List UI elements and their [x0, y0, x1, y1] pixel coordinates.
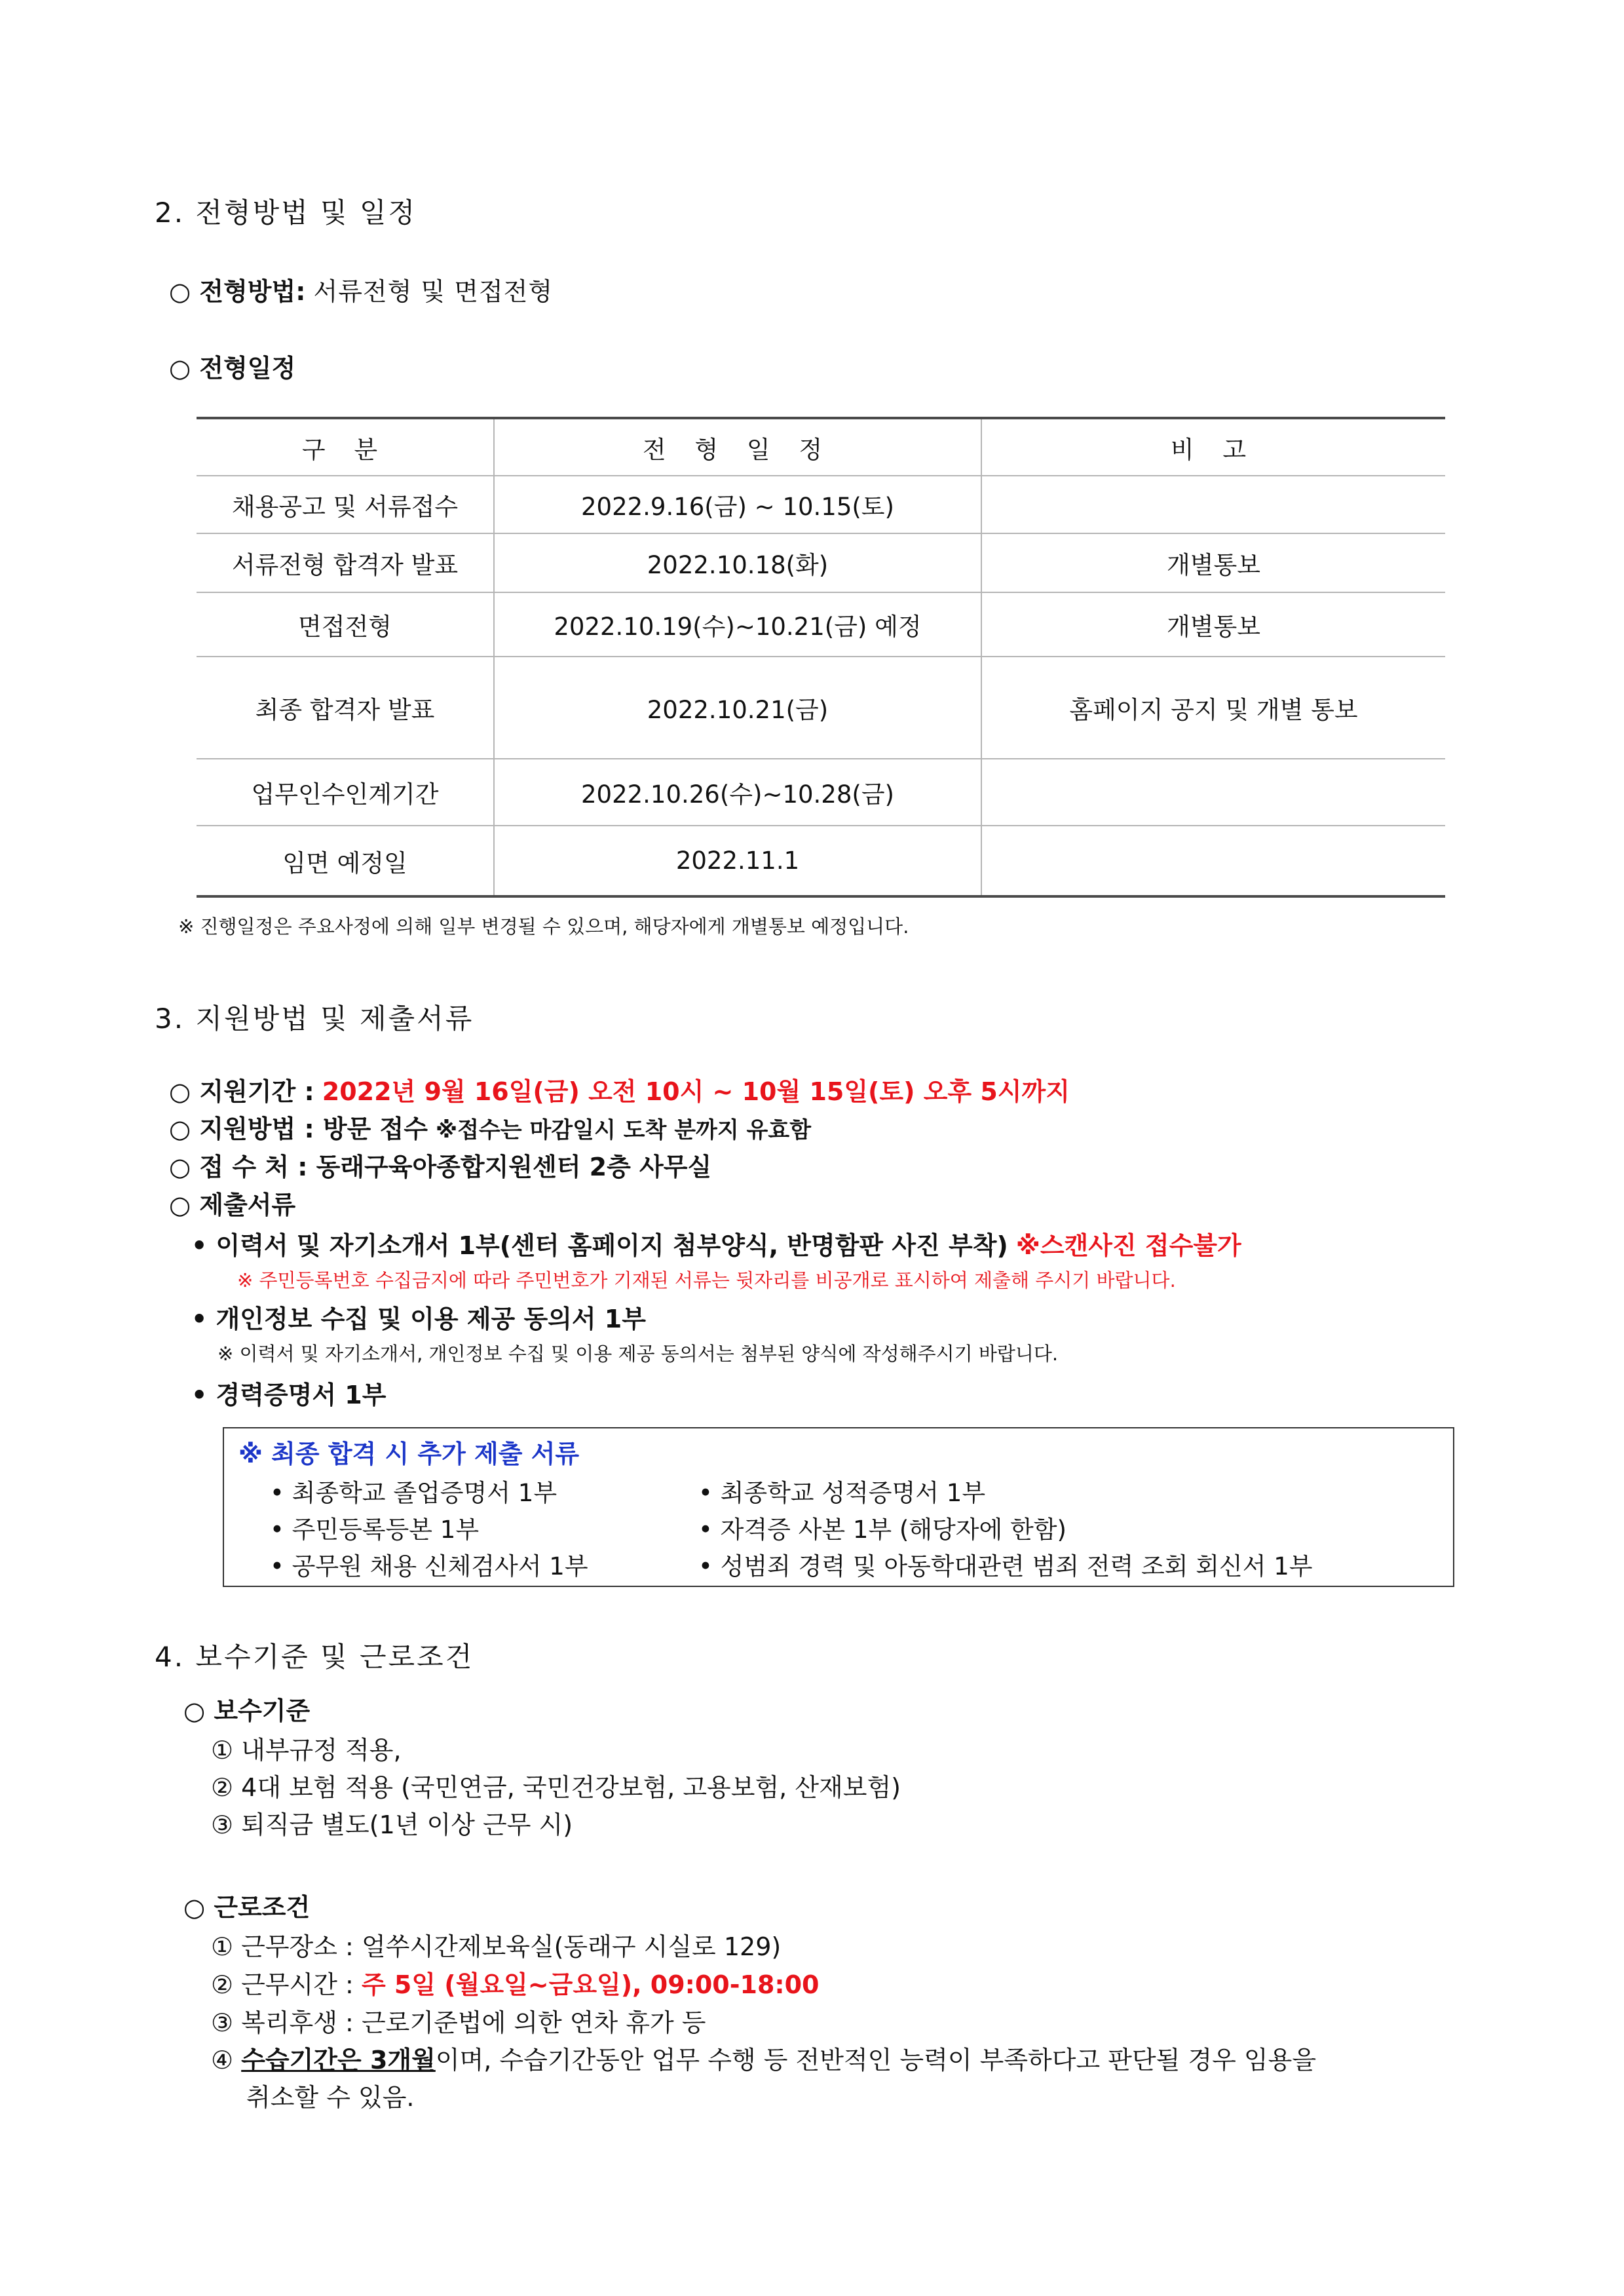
list-item: • 자격증 사본 1부 (해당자에 한함) — [698, 1516, 1067, 1544]
table-cell — [981, 476, 1445, 533]
additional-documents-box — [223, 1427, 1454, 1587]
section-2-title: 2. 전형방법 및 일정 — [155, 197, 417, 229]
application-method — [169, 1109, 811, 1145]
table-cell: 2022.10.21(금) — [494, 657, 981, 759]
document-resume — [191, 1225, 1241, 1261]
welfare: ③ 복리후생 : 근로기준법에 의한 연차 휴가 등 — [211, 2008, 706, 2037]
document-privacy-note: ※ 이력서 및 자기소개서, 개인정보 수집 및 이용 제공 동의서는 첨부된 양식에 작성해주시기 바랍니다. — [217, 1343, 1059, 1365]
section-3-title: 3. 지원방법 및 제출서류 — [155, 1003, 474, 1035]
additional-documents-title: ※ 최종 합격 시 추가 제출 서류 — [238, 1440, 580, 1468]
application-period-label: ○ 지원기간 : — [169, 1077, 314, 1106]
table-cell: 2022.11.1 — [494, 826, 981, 896]
table-row — [197, 759, 1445, 826]
application-method-note: ※접수는 마감일시 도착 분까지 유효함 — [436, 1117, 812, 1143]
table-cell: 2022.9.16(금) ~ 10.15(토) — [494, 476, 981, 533]
list-item: • 최종학교 성적증명서 1부 — [698, 1479, 986, 1507]
table-cell: 면접전형 — [197, 592, 494, 657]
table-cell: 2022.10.26(수)~10.28(금) — [494, 759, 981, 826]
document-resume-text: • 이력서 및 자기소개서 1부(센터 홈페이지 첨부양식, 반명함판 사진 부착) — [191, 1231, 1008, 1260]
section-4-title: 4. 보수기준 및 근로조건 — [155, 1641, 474, 1673]
table-row — [197, 592, 1445, 657]
application-period — [169, 1071, 1070, 1107]
selection-schedule-label: ○ 전형일정 — [169, 354, 296, 383]
schedule-footnote: ※ 진행일정은 주요사정에 의해 일부 변경될 수 있으며, 해당자에게 개별통보 예정입니다. — [178, 915, 909, 938]
document-resume-warning: ※스캔사진 접수불가 — [1015, 1231, 1241, 1260]
list-item: ③ 퇴직금 별도(1년 이상 근무 시) — [211, 1810, 573, 1839]
table-cell: 2022.10.18(화) — [494, 533, 981, 592]
selection-method-label: ○ 전형방법: — [169, 277, 306, 306]
probation-line-2: 취소할 수 있음. — [246, 2083, 415, 2112]
work-conditions-label: ○ 근로조건 — [183, 1893, 311, 1922]
application-period-value: 2022년 9월 16일(금) 오전 10시 ~ 10월 15일(토) 오후 5시까지 — [322, 1077, 1070, 1106]
table-cell: 최종 합격자 발표 — [197, 657, 494, 759]
document-resume-note: ※ 주민등록번호 수집금지에 따라 주민번호가 기재된 서류는 뒷자리를 비공개로 표시하여 제출해 주시기 바랍니다. — [237, 1269, 1176, 1292]
work-time — [211, 1964, 819, 2000]
list-item: ② 4대 보험 적용 (국민연금, 국민건강보험, 고용보험, 산재보험) — [211, 1773, 901, 1802]
table-cell: 서류전형 합격자 발표 — [197, 533, 494, 592]
documents-label: ○ 제출서류 — [169, 1191, 296, 1219]
table-row — [197, 826, 1445, 896]
probation-number: ④ — [211, 2046, 234, 2075]
table-cell: 개별통보 — [981, 533, 1445, 592]
application-method-label: ○ 지원방법 : 방문 접수 — [169, 1115, 428, 1143]
document-privacy: • 개인정보 수집 및 이용 제공 동의서 1부 — [191, 1305, 646, 1333]
table-cell: 업무인수인계기간 — [197, 759, 494, 826]
application-place: ○ 접 수 처 : 동래구육아종합지원센터 2층 사무실 — [169, 1153, 712, 1181]
table-row — [197, 476, 1445, 533]
table-cell: 개별통보 — [981, 592, 1445, 657]
list-item: • 공무원 채용 신체검사서 1부 — [270, 1552, 588, 1580]
table-cell: 홈페이지 공지 및 개별 통보 — [981, 657, 1445, 759]
table-cell — [981, 826, 1445, 896]
list-item: • 주민등록등본 1부 — [270, 1516, 480, 1544]
pay-label: ○ 보수기준 — [183, 1696, 311, 1725]
list-item: • 최종학교 졸업증명서 1부 — [270, 1479, 557, 1507]
work-time-value: 주 5일 (월요일~금요일), 09:00-18:00 — [361, 1970, 820, 1999]
probation-highlight: 수습기간은 3개월 — [241, 2046, 436, 2075]
table-header-row — [197, 418, 1445, 476]
table-cell — [981, 759, 1445, 826]
table-row — [197, 533, 1445, 592]
work-place: ① 근무장소 : 얼쑤시간제보육실(동래구 시실로 129) — [211, 1932, 782, 1961]
table-header: 비 고 — [981, 418, 1445, 476]
document-career: • 경력증명서 1부 — [191, 1381, 387, 1409]
selection-method — [169, 271, 553, 307]
probation-text: 이며, 수습기간동안 업무 수행 등 전반적인 능력이 부족하다고 판단될 경우 임용을 — [435, 2046, 1317, 2075]
schedule-table — [197, 417, 1445, 898]
table-header: 구 분 — [197, 418, 494, 476]
work-time-label: ② 근무시간 : — [211, 1970, 354, 1999]
list-item: • 성범죄 경력 및 아동학대관련 범죄 전력 조회 회신서 1부 — [698, 1552, 1313, 1580]
table-cell: 2022.10.19(수)~10.21(금) 예정 — [494, 592, 981, 657]
table-cell: 임면 예정일 — [197, 826, 494, 896]
table-header: 전 형 일 정 — [494, 418, 981, 476]
list-item: ① 내부규정 적용, — [211, 1736, 402, 1765]
probation — [211, 2040, 1316, 2076]
selection-method-value: 서류전형 및 면접전형 — [313, 277, 554, 306]
table-row — [197, 657, 1445, 759]
table-cell: 채용공고 및 서류접수 — [197, 476, 494, 533]
